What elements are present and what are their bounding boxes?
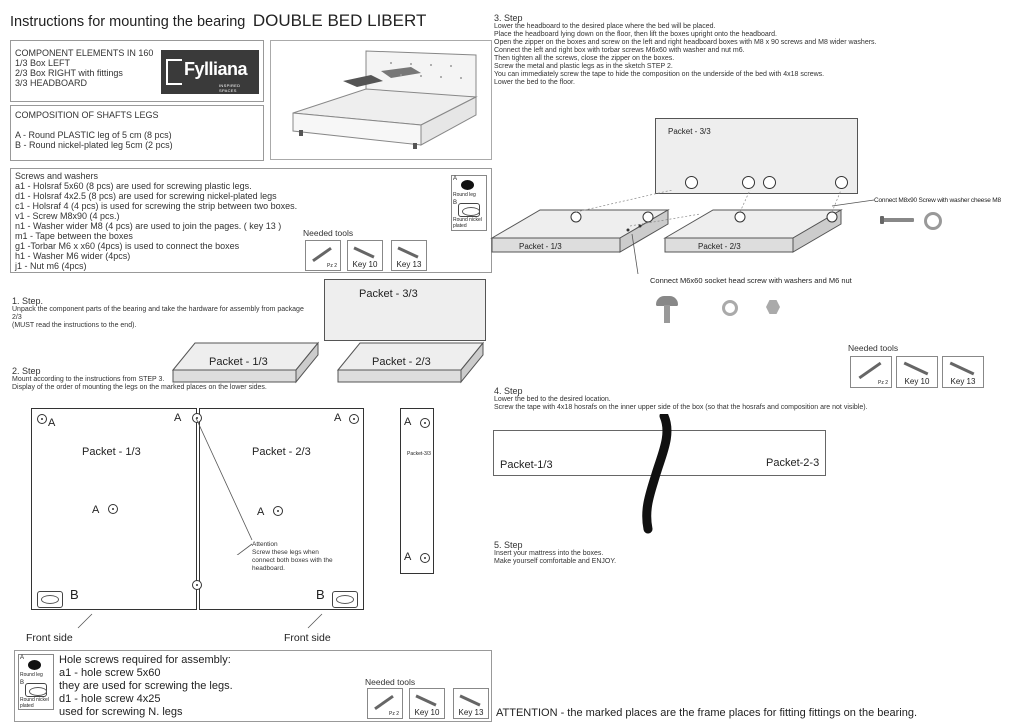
legend-a-label: A bbox=[20, 655, 25, 661]
leg-legend bbox=[18, 654, 54, 710]
step3-line: Lower the headboard to the desired place where the bed will be placed. bbox=[494, 23, 716, 30]
step3-line: Then tighten all the screws, close the zipper on the boxes. bbox=[494, 55, 675, 62]
tape-strip-icon bbox=[640, 414, 680, 534]
shafts-heading: COMPOSITION OF SHAFTS LEGS bbox=[15, 110, 159, 120]
m8-leader-line bbox=[830, 190, 880, 210]
title-prefix: Instructions for mounting the bearing bbox=[10, 14, 246, 30]
brand-logo bbox=[161, 50, 259, 94]
tool-screwdriver bbox=[367, 688, 403, 719]
packet-label: Packet - 3/3 bbox=[668, 127, 711, 136]
screwdriver-icon bbox=[312, 247, 332, 262]
brand-name: Fylliana bbox=[184, 59, 248, 79]
packet-label: Packet-3/3 bbox=[407, 451, 431, 457]
attention-footer: ATTENTION - the marked places are the frame places for fitting fittings on the bearing. bbox=[496, 707, 918, 719]
holes-line: a1 - hole screw 5x60 bbox=[59, 667, 161, 679]
hole-screws-box bbox=[14, 650, 492, 722]
tool-key10 bbox=[347, 240, 383, 271]
round-leg-icon bbox=[28, 660, 41, 670]
legend-round-nickel: Round nickel plated bbox=[20, 697, 49, 709]
screw-item: h1 - Washer M6 wider (4pcs) bbox=[15, 251, 131, 261]
component-item: 1/3 Box LEFT bbox=[15, 58, 71, 68]
step2-line: Mount according to the instructions from STEP 3. bbox=[12, 376, 165, 383]
tool-pz-label: Pz 2 bbox=[877, 380, 888, 386]
holes-heading: Hole screws required for assembly: bbox=[59, 654, 231, 666]
wrench-icon bbox=[950, 362, 975, 376]
tool-key13-label: Key 13 bbox=[396, 260, 422, 269]
mark-a: A bbox=[334, 412, 342, 424]
tool-key13 bbox=[391, 240, 427, 271]
wrench-icon bbox=[459, 694, 480, 706]
brand-tagline: INSPIRED SPACES bbox=[219, 83, 241, 93]
shafts-box bbox=[10, 105, 264, 161]
joint-hole bbox=[192, 580, 202, 590]
connect-m8-label: Connect M8x90 Screw with washer cheese M8 bbox=[874, 197, 1001, 204]
attention-line: connect both boxes with the bbox=[252, 557, 333, 564]
step3-heading: 3. Step bbox=[494, 13, 523, 23]
screw-hole bbox=[685, 176, 698, 189]
screw-item: d1 - Holsraf 4x2.5 (8 pcs) are used for screwing nickel-plated legs bbox=[15, 191, 277, 201]
packet-3-3-panel bbox=[324, 279, 486, 341]
screw-item: c1 - Holsraf 4 (4 pcs) is used for screwing the strip between two boxes. bbox=[15, 201, 298, 211]
step5-line: Insert your mattress into the boxes. bbox=[494, 550, 604, 557]
screws-box bbox=[10, 168, 492, 273]
shaft-item: A - Round PLASTIC leg of 5 cm (8 pcs) bbox=[15, 130, 172, 140]
wrench-icon bbox=[353, 246, 374, 258]
step5-heading: 5. Step bbox=[494, 540, 523, 550]
round-leg-icon bbox=[461, 180, 474, 190]
step3-line: Place the headboard lying down on the floor, then lift the boxes upright onto the headboard. bbox=[494, 31, 777, 38]
screw-hole bbox=[835, 176, 848, 189]
mark-a: A bbox=[48, 417, 56, 429]
mark-a: A bbox=[404, 416, 412, 428]
packet-label: Packet-2-3 bbox=[766, 457, 820, 469]
tool-key13 bbox=[453, 688, 489, 719]
nickel-plate-icon bbox=[25, 683, 47, 697]
component-item: 2/3 Box RIGHT with fittings bbox=[15, 68, 123, 78]
bed-photo bbox=[270, 40, 492, 160]
step1-line: Unpack the component parts of the bearing and take the hardware for assembly from package bbox=[12, 306, 304, 313]
tool-screwdriver bbox=[305, 240, 341, 271]
attention-line: Screw these legs when bbox=[252, 549, 319, 556]
screw-item: m1 - Tape between the boxes bbox=[15, 231, 133, 241]
mark-a: A bbox=[404, 551, 412, 563]
tool-key13-label: Key 13 bbox=[950, 377, 976, 386]
step1-heading: 1. Step. bbox=[12, 296, 44, 306]
legend-round-leg: Round leg bbox=[453, 192, 476, 198]
tool-key10-label: Key 10 bbox=[414, 708, 440, 717]
legend-a-label: A bbox=[453, 176, 458, 182]
step3-line: You can immediately screw the tape to hide the composition on the underside of the bed with 4x18 screws. bbox=[494, 71, 825, 78]
front-side-pointers bbox=[40, 612, 340, 632]
connect-m6-label: Connect M6x60 socket head screw with washers and M6 nut bbox=[650, 276, 852, 285]
holes-line: used for screwing N. legs bbox=[59, 706, 183, 718]
m8-screw-icon bbox=[882, 218, 914, 222]
component-item: 3/3 HEADBOARD bbox=[15, 78, 88, 88]
step2-heading: 2. Step bbox=[12, 366, 41, 376]
holes-line: d1 - hole screw 4x25 bbox=[59, 693, 161, 705]
nickel-plate-icon bbox=[37, 591, 63, 608]
legend-round-nickel: Round nickel plated bbox=[453, 217, 482, 229]
tools-heading: Needed tools bbox=[848, 343, 899, 353]
attention-line: headboard. bbox=[252, 565, 285, 572]
headboard-panel bbox=[655, 118, 858, 194]
legend-round-leg: Round leg bbox=[20, 672, 43, 678]
leg-hole bbox=[420, 418, 430, 428]
attention-note bbox=[252, 541, 333, 573]
m8-screw-head-icon bbox=[880, 216, 884, 224]
nickel-plate-icon bbox=[458, 203, 480, 217]
mark-a: A bbox=[92, 504, 100, 516]
front-side-label: Front side bbox=[26, 632, 73, 644]
screwdriver-icon bbox=[858, 362, 881, 379]
logo-mark-icon bbox=[166, 59, 182, 85]
mark-b: B bbox=[316, 587, 325, 602]
bed-illustration bbox=[271, 41, 491, 159]
bottom-view-packet-1 bbox=[31, 408, 197, 610]
page-title bbox=[10, 11, 426, 31]
tool-key10 bbox=[896, 356, 938, 388]
step2-line: Display of the order of mounting the legs on the marked places on the lower sides. bbox=[12, 384, 267, 391]
screw-item: n1 - Washer wider M8 (4 pcs) are used to join the pages. ( key 13 ) bbox=[15, 221, 282, 231]
tool-pz-label: Pz 2 bbox=[326, 263, 337, 269]
m8-washer-icon bbox=[924, 212, 942, 230]
front-side-label: Front side bbox=[284, 632, 331, 644]
screw-item: v1 - Screw M8x90 (4 pcs.) bbox=[15, 211, 120, 221]
packet-label: Packet - 2/3 bbox=[372, 356, 431, 368]
tools-heading: Needed tools bbox=[303, 228, 354, 238]
tool-pz-label: Pz 2 bbox=[388, 711, 399, 717]
screws-heading: Screws and washers bbox=[15, 171, 99, 181]
step1-line: 2/3 bbox=[12, 314, 22, 321]
wrench-icon bbox=[415, 694, 436, 706]
leg-hole bbox=[108, 504, 118, 514]
m6-bolt-shaft-icon bbox=[664, 305, 670, 323]
leg-hole bbox=[37, 414, 47, 424]
wrench-icon bbox=[904, 362, 929, 376]
step4-line: Screw the tape with 4x18 hosrafs on the inner upper side of the box (so that the hosrafs and composition are not visible). bbox=[494, 404, 868, 411]
legend-b-label: B bbox=[453, 200, 458, 206]
mark-a: A bbox=[174, 412, 182, 424]
step3-line: Open the zipper on the boxes and screw on the left and right headboard boxes with M8 x 90 screws and M8 wider washers. bbox=[494, 39, 877, 46]
packet-label: Packet - 1/3 bbox=[209, 356, 268, 368]
m6-washer-icon bbox=[722, 300, 738, 316]
step5-line: Make yourself comfortable and ENJOY. bbox=[494, 558, 617, 565]
packet-label: Packet - 2/3 bbox=[252, 446, 311, 458]
screw-item: g1 -Torbar M6 x x60 (4pcs) is used to connect the boxes bbox=[15, 241, 240, 251]
attention-leader-lines bbox=[190, 410, 260, 555]
tools-heading: Needed tools bbox=[365, 677, 416, 687]
components-box bbox=[10, 40, 264, 102]
packet-label: Packet - 1/3 bbox=[519, 242, 562, 251]
shaft-item: B - Round nickel-plated leg 5cm (2 pcs) bbox=[15, 140, 173, 150]
screw-item: a1 - Holsraf 5x60 (8 pcs) are used for screwing plastic legs. bbox=[15, 181, 252, 191]
step1-line: (MUST read the instructions to the end). bbox=[12, 322, 137, 329]
leg-hole bbox=[420, 553, 430, 563]
bottom-view-headboard bbox=[400, 408, 434, 574]
components-heading: COMPONENT ELEMENTS IN 160 bbox=[15, 48, 154, 58]
packet-label: Packet - 1/3 bbox=[82, 446, 141, 458]
nickel-plate-icon bbox=[332, 591, 358, 608]
packet-label: Packet-1/3 bbox=[500, 459, 553, 471]
leg-hole bbox=[273, 506, 283, 516]
holes-line: they are used for screwing the legs. bbox=[59, 680, 233, 692]
step4-line: Lower the bed to the desired location. bbox=[494, 396, 611, 403]
tool-key13 bbox=[942, 356, 984, 388]
tool-key10-label: Key 10 bbox=[352, 260, 378, 269]
mark-b: B bbox=[70, 587, 79, 602]
packet-label: Packet - 3/3 bbox=[359, 288, 418, 300]
step3-line: Screw the metal and plastic legs as in the sketch STEP 2. bbox=[494, 63, 673, 70]
wrench-icon bbox=[397, 246, 418, 258]
leg-hole bbox=[349, 414, 359, 424]
tool-key10-label: Key 10 bbox=[904, 377, 930, 386]
tool-key13-label: Key 13 bbox=[458, 708, 484, 717]
leg-legend bbox=[451, 175, 487, 231]
screw-hole bbox=[763, 176, 776, 189]
attention-line: Attention bbox=[252, 541, 278, 548]
step3-line: Connect the left and right box with torbar screws M6x60 with washer and nut m6. bbox=[494, 47, 745, 54]
packet-label: Packet - 2/3 bbox=[698, 242, 741, 251]
step4-heading: 4. Step bbox=[494, 386, 523, 396]
mark-a: A bbox=[257, 506, 265, 518]
title-product: DOUBLE BED LIBERT bbox=[252, 11, 427, 30]
tool-key10 bbox=[409, 688, 445, 719]
tool-screwdriver bbox=[850, 356, 892, 388]
legend-b-label: B bbox=[20, 680, 25, 686]
screw-item: j1 - Nut m6 (4pcs) bbox=[15, 261, 87, 271]
m6-nut-icon bbox=[766, 300, 780, 314]
screwdriver-icon bbox=[374, 695, 394, 710]
step3-line: Lower the bed to the floor. bbox=[494, 79, 575, 86]
screw-hole bbox=[742, 176, 755, 189]
